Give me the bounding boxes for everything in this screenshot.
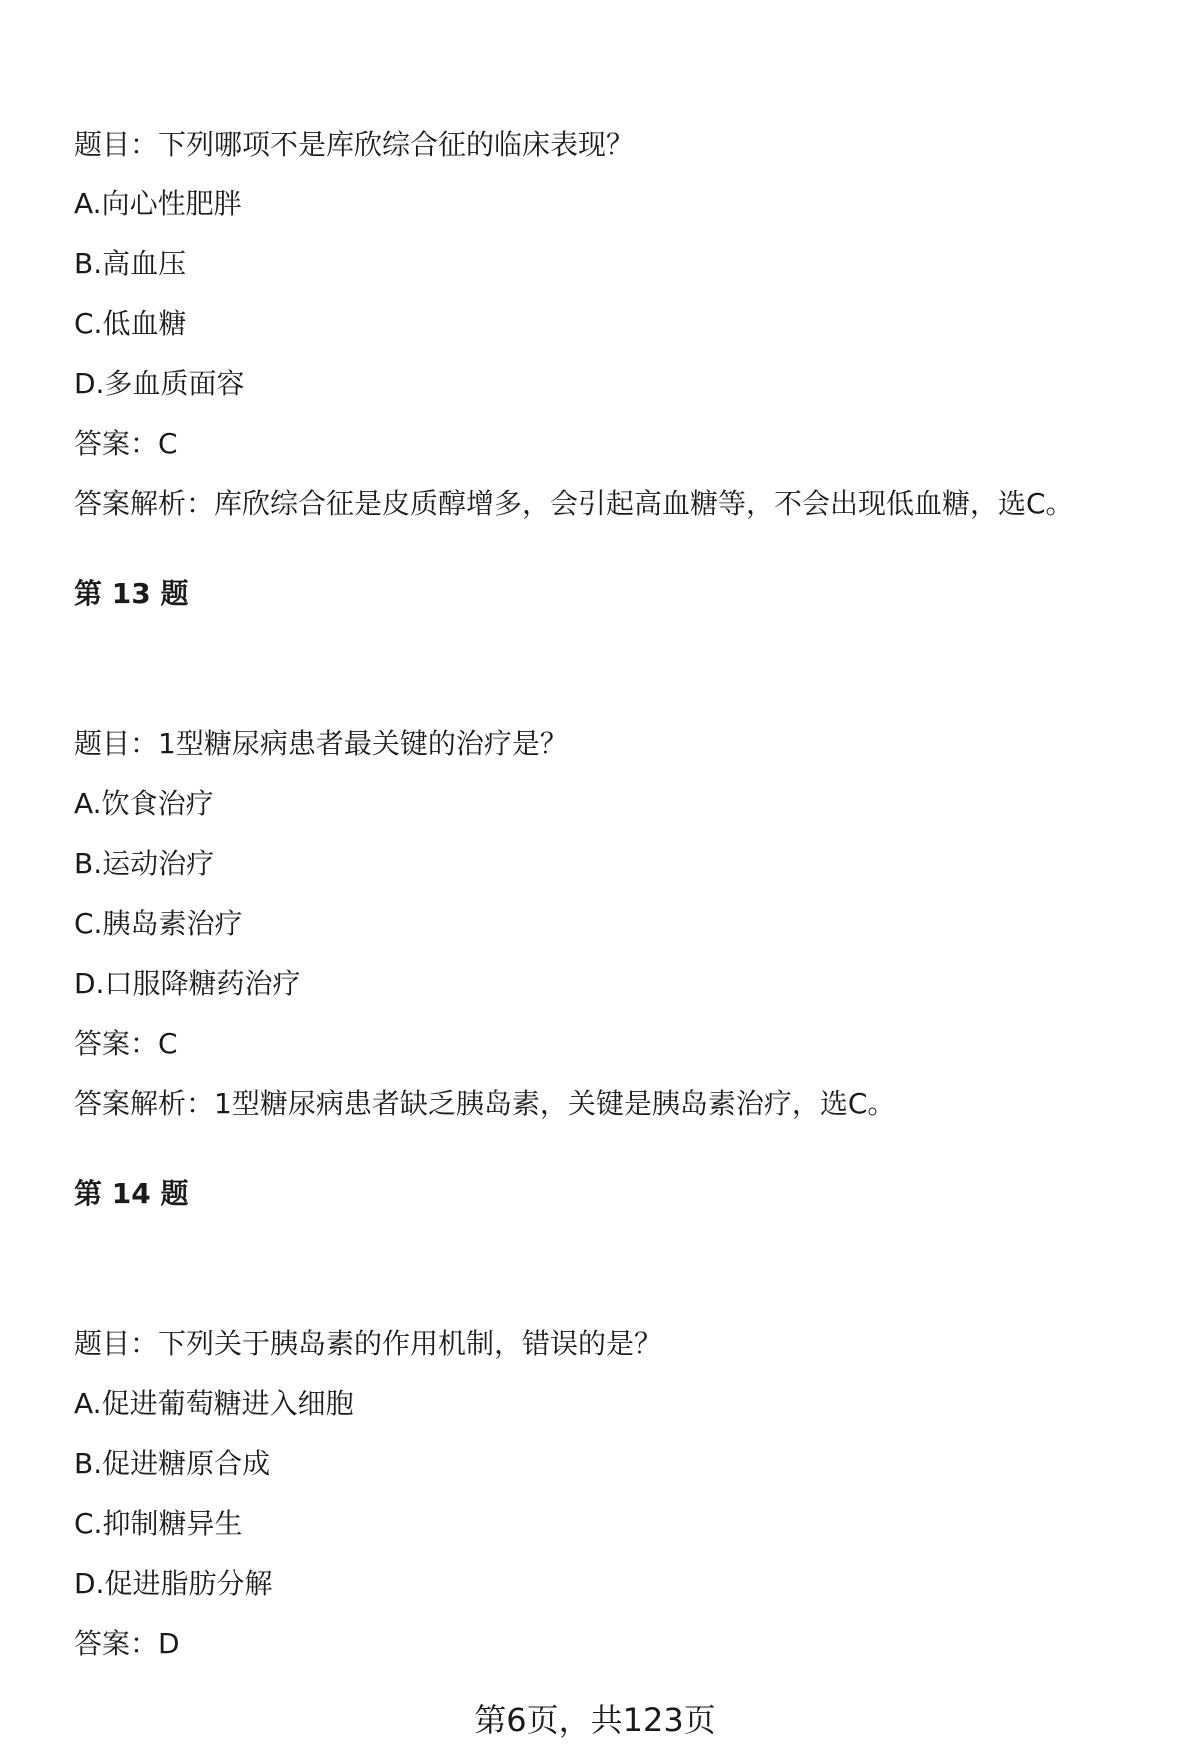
option-b: B.促进糖原合成: [74, 1447, 271, 1480]
page-number: 第6页，共123页: [474, 1701, 716, 1739]
answer: 答案：D: [74, 1627, 180, 1660]
option-c: C.抑制糖异生: [74, 1507, 243, 1540]
option-a: A.促进葡萄糖进入细胞: [74, 1387, 354, 1420]
answer-explanation: 答案解析：库欣综合征是皮质醇增多，会引起高血糖等，不会出现低血糖，选C。: [74, 487, 1074, 520]
question-heading: 第 14 题: [74, 1177, 189, 1210]
option-d: D.多血质面容: [74, 367, 245, 400]
option-a: A.向心性肥胖: [74, 187, 242, 220]
option-d: D.促进脂肪分解: [74, 1567, 273, 1600]
answer: 答案：C: [74, 427, 178, 460]
option-a: A.饮食治疗: [74, 787, 214, 820]
option-c: C.低血糖: [74, 307, 187, 340]
question-stem: 题目：下列哪项不是库欣综合征的临床表现？: [74, 128, 635, 161]
question-stem: 题目：下列关于胰岛素的作用机制，错误的是？: [74, 1327, 663, 1360]
question-stem: 题目：1型糖尿病患者最关键的治疗是？: [74, 727, 568, 760]
answer-explanation: 答案解析：1型糖尿病患者缺乏胰岛素，关键是胰岛素治疗，选C。: [74, 1087, 896, 1120]
option-b: B.高血压: [74, 247, 187, 280]
option-c: C.胰岛素治疗: [74, 907, 243, 940]
option-d: D.口服降糖药治疗: [74, 967, 301, 1000]
answer: 答案：C: [74, 1027, 178, 1060]
option-b: B.运动治疗: [74, 847, 215, 880]
question-heading: 第 13 题: [74, 577, 189, 610]
